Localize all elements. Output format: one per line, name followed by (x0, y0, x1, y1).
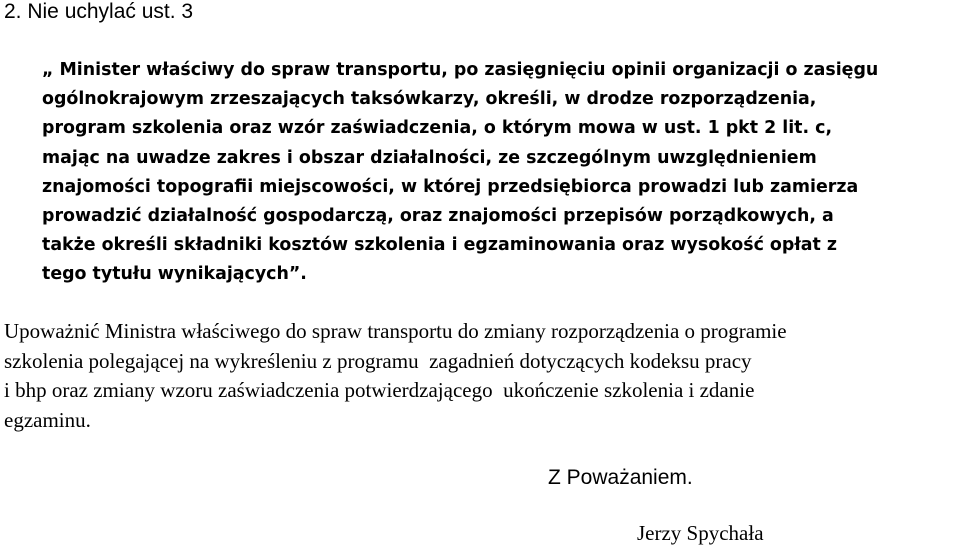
quote-line: znajomości topografii miejscowości, w której przedsiębiorca prowadzi lub zamierza (42, 176, 859, 197)
body-line: i bhp oraz zmiany wzoru zaświadczenia potwierdzającego ukończenie szkolenia i zdanie (4, 378, 755, 402)
signature-name: Jerzy Spychała (637, 521, 764, 545)
quote-line: tego tytułu wynikających”. (42, 264, 307, 285)
quote-line: „ Minister właściwy do spraw transportu, po zasięgnięciu opinii organizacji o zasięgu (42, 60, 879, 80)
quote-line: mając na uwadze zakres i obszar działalności, ze szczególnym uwzględnieniem (42, 147, 817, 168)
body-paragraph (4, 317, 958, 435)
section-heading: 2. Nie uchylać ust. 3 (4, 0, 194, 23)
quoted-provision (42, 56, 958, 290)
quote-line: także określi składniki kosztów szkolenia i egzaminowania oraz wysokość opłat z (42, 235, 838, 256)
quote-line: ogólnokrajowym zrzeszających taksówkarzy, określi, w drodze rozporządzenia, (42, 89, 817, 110)
body-line: egzaminu. (4, 407, 91, 432)
closing-greeting: Z Poważaniem. (548, 466, 693, 489)
body-line: Upoważnić Ministra właściwego do spraw transportu do zmiany rozporządzenia o programie (4, 319, 787, 343)
quote-line: program szkolenia oraz wzór zaświadczenia, o którym mowa w ust. 1 pkt 2 lit. c, (42, 118, 833, 139)
quote-line: prowadzić działalność gospodarczą, oraz znajomości przepisów porządkowych, a (42, 206, 834, 227)
body-line: szkolenia polegającej na wykreśleniu z programu zagadnień dotyczących kodeksu pracy (4, 348, 752, 373)
